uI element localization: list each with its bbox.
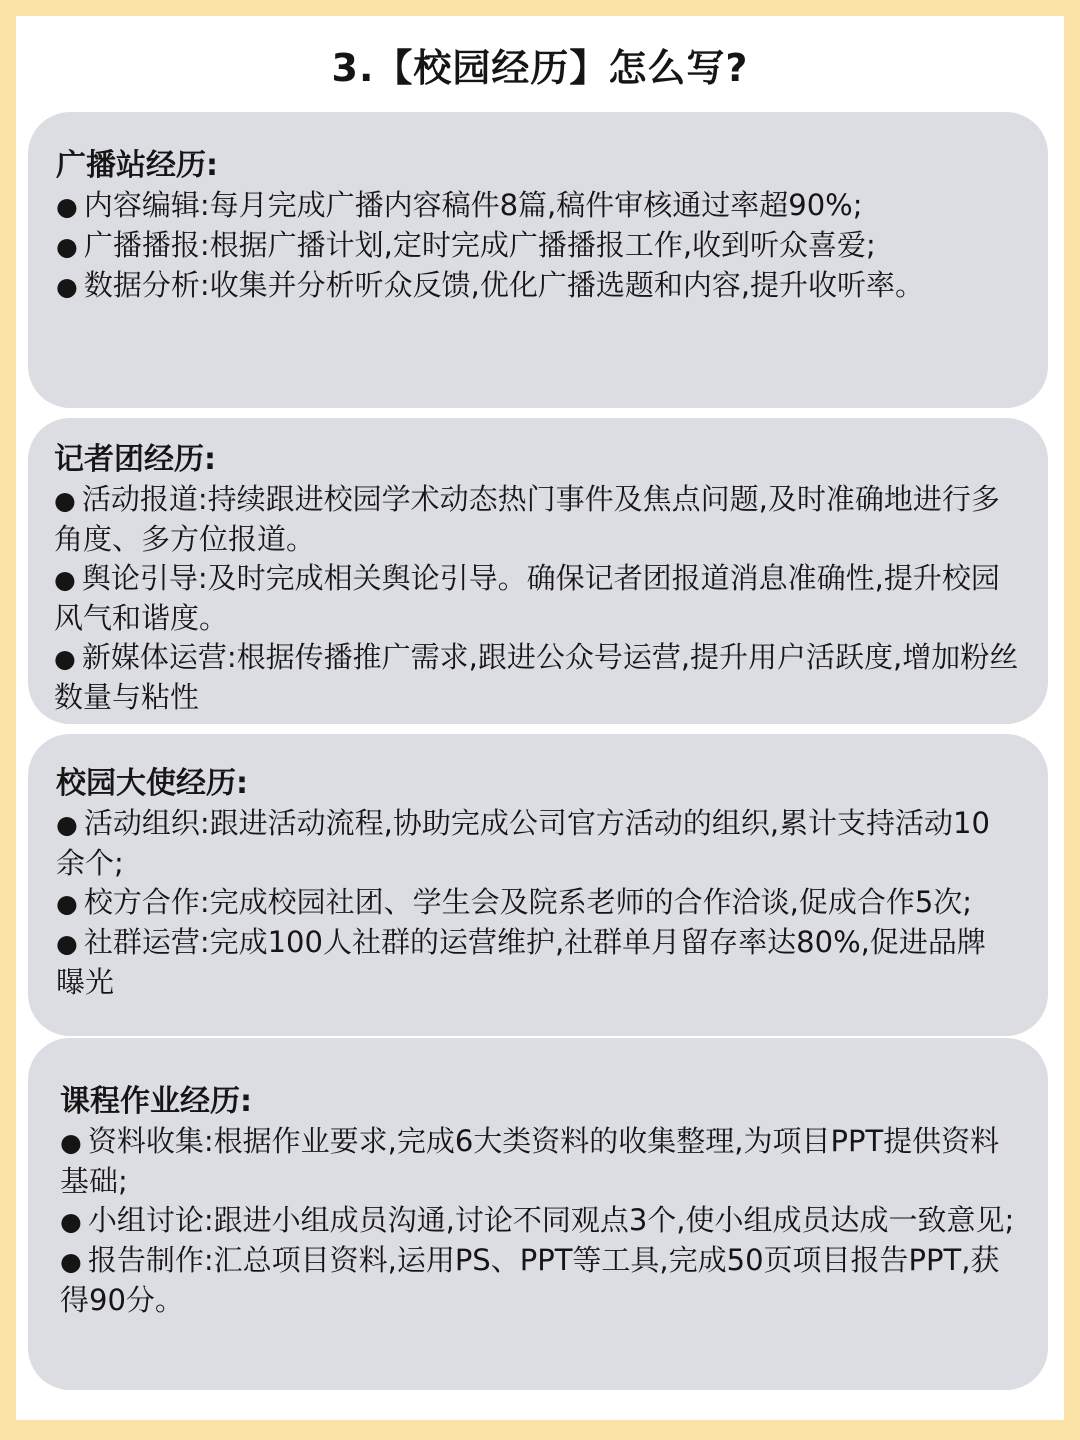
list-item: ● 新媒体运营:根据传播推广需求,跟进公众号运营,提升用户活跃度,增加粉丝数量与粘性 bbox=[54, 640, 1019, 714]
bullet-icon: ● bbox=[54, 565, 76, 594]
bullet-icon: ● bbox=[54, 644, 76, 673]
bullet-icon: ● bbox=[56, 232, 78, 261]
list-item: ● 资料收集:根据作业要求,完成6大类资料的收集整理,为项目PPT提供资料基础; bbox=[60, 1124, 1000, 1198]
section-heading: 校园大使经历: bbox=[56, 766, 248, 801]
list-item: ● 内容编辑:每月完成广播内容稿件8篇,稿件审核通过率超90%; bbox=[56, 188, 863, 222]
list-item: ● 校方合作:完成校园社团、学生会及院系老师的合作洽谈,促成合作5次; bbox=[56, 885, 973, 919]
list-item: ● 活动报道:持续跟进校园学术动态热门事件及焦点问题,及时准确地进行多角度、多方位报道。 bbox=[54, 482, 1000, 556]
bullet-icon: ● bbox=[54, 486, 76, 515]
bullet-icon: ● bbox=[60, 1247, 82, 1276]
list-item: ● 社群运营:完成100人社群的运营维护,社群单月留存率达80%,促进品牌曝光 bbox=[56, 925, 986, 999]
list-item: ● 数据分析:收集并分析听众反馈,优化广播选题和内容,提升收听率。 bbox=[56, 268, 925, 302]
page-title: 3.【校园经历】怎么写? bbox=[331, 46, 749, 90]
section-heading: 课程作业经历: bbox=[60, 1084, 252, 1119]
bullet-icon: ● bbox=[60, 1128, 82, 1157]
document-page bbox=[16, 16, 1064, 1420]
bullet-icon: ● bbox=[56, 192, 78, 221]
section-campus-ambassador bbox=[28, 734, 1048, 1036]
list-item: ● 活动组织:跟进活动流程,协助完成公司官方活动的组织,累计支持活动10余个; bbox=[56, 806, 990, 880]
section-press-corps bbox=[28, 418, 1048, 724]
section-broadcast-station bbox=[28, 112, 1048, 408]
bullet-icon: ● bbox=[56, 929, 78, 958]
bullet-icon: ● bbox=[56, 810, 78, 839]
bullet-icon: ● bbox=[56, 889, 78, 918]
section-heading: 记者团经历: bbox=[54, 442, 216, 477]
section-heading: 广播站经历: bbox=[56, 148, 218, 183]
list-item: ● 舆论引导:及时完成相关舆论引导。确保记者团报道消息准确性,提升校园风气和谐度。 bbox=[54, 561, 1000, 635]
list-item: ● 小组讨论:跟进小组成员沟通,讨论不同观点3个,使小组成员达成一致意见; bbox=[60, 1203, 1015, 1237]
bullet-icon: ● bbox=[60, 1207, 82, 1236]
bullet-icon: ● bbox=[56, 272, 78, 301]
list-item: ● 广播播报:根据广播计划,定时完成广播播报工作,收到听众喜爱; bbox=[56, 228, 876, 262]
list-item: ● 报告制作:汇总项目资料,运用PS、PPT等工具,完成50页项目报告PPT,获得90分。 bbox=[60, 1243, 1000, 1317]
section-course-work bbox=[28, 1038, 1048, 1390]
